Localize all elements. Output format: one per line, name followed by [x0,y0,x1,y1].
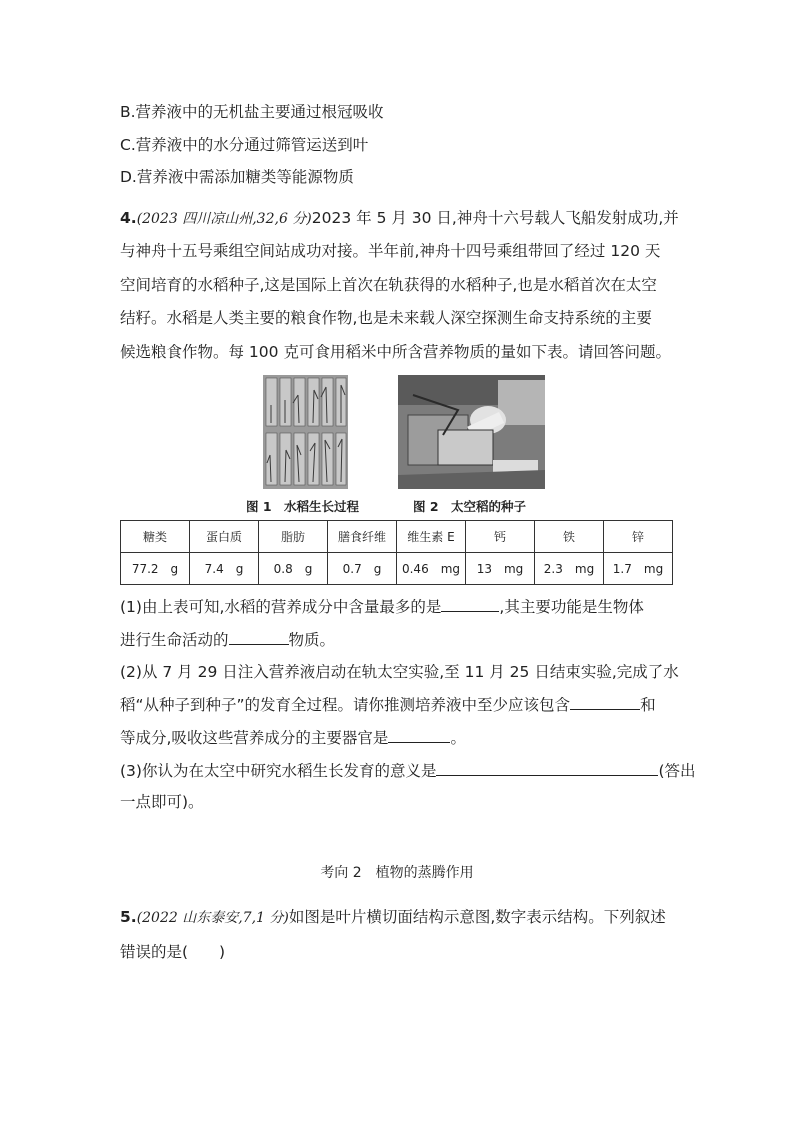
q4-text-line: 与神舟十五号乘组空间站成功对接。半年前,神舟十四号乘组带回了经过 120 天 [120,242,661,260]
table-header-cell: 锌 [604,521,673,553]
q4-sub2-text: 。 [450,729,466,747]
table-header-cell: 脂肪 [259,521,328,553]
q4-sub1-line2 [120,629,335,650]
q5-text: 如图是叶片横切面结构示意图,数字表示结构。下列叙述 [288,908,666,926]
q4-text-line: 结籽。水稻是人类主要的粮食作物,也是未来载人深空探测生命支持系统的主要 [120,309,652,327]
table-header-cell: 维生素 E [397,521,466,553]
q4-sub2-text: 稻“从种子到种子”的发育全过程。请你推测培养液中至少应该包含 [120,696,571,714]
table-header-cell: 钙 [466,521,535,553]
q5-number: 5. [120,908,137,926]
q4-text-line: 候选粮食作物。每 100 克可食用稻米中所含营养物质的量如下表。请回答问题。 [120,343,671,361]
q4-number: 4. [120,209,137,227]
rice-growth-image [263,375,348,489]
option-b: B.营养液中的无机盐主要通过根冠吸收 [120,103,384,121]
answer-blank[interactable] [436,760,658,776]
q4-sub3-text: (答出 [658,762,696,780]
section-title: 考向 2 植物的蒸腾作用 [320,865,474,881]
table-cell: 13 mg [466,553,535,585]
q5-second-line: 错误的是( ) [120,943,226,961]
figure-space-rice-seed-photo [398,375,545,489]
nutrition-table [120,520,673,585]
table-header-row [121,521,673,553]
q4-text-line: 2023 年 5 月 30 日,神舟十六号载人飞船发射成功,并 [311,209,679,227]
q4-sub2-line3 [120,727,466,748]
q4-source: (2023 四川凉山州,32,6 分) [136,211,312,227]
answer-blank[interactable] [570,694,640,710]
q4-text-line: 空间培育的水稻种子,这是国际上首次在轨获得的水稻种子,也是水稻首次在太空 [120,276,657,294]
table-row [121,553,673,585]
space-rice-seed-image [398,375,545,489]
table-header-cell: 糖类 [121,521,190,553]
q4-sub1-text: 物质。 [288,631,336,649]
table-cell: 0.46 mg [397,553,466,585]
q4-sub3-line1 [120,760,696,781]
table-header-cell: 蛋白质 [190,521,259,553]
table-cell: 0.7 g [328,553,397,585]
q5-first-line [120,907,666,928]
q4-sub3-line2: 一点即可)。 [120,793,204,811]
answer-blank[interactable] [229,629,289,645]
q4-sub2-line1: (2)从 7 月 29 日注入营养液启动在轨太空实验,至 11 月 25 日结束实验,完成了水 [120,663,679,681]
option-c: C.营养液中的水分通过筛管运送到叶 [120,136,369,154]
table-header-cell: 膳食纤维 [328,521,397,553]
table-cell: 77.2 g [121,553,190,585]
option-d: D.营养液中需添加糖类等能源物质 [120,168,354,186]
q4-first-line [120,208,679,229]
q4-sub1-text: ,其主要功能是生物体 [499,598,644,616]
q5-source: (2022 山东泰安,7,1 分) [136,910,289,926]
q4-sub1-line1 [120,596,644,617]
table-cell: 7.4 g [190,553,259,585]
q4-sub1-text: (1)由上表可知,水稻的营养成分中含量最多的是 [120,598,442,616]
q4-sub2-text: 等成分,吸收这些营养成分的主要器官是 [120,729,389,747]
answer-blank[interactable] [388,727,450,743]
q4-sub2-text: 和 [640,696,656,714]
table-cell: 1.7 mg [604,553,673,585]
answer-blank[interactable] [441,596,499,612]
q4-sub1-text: 进行生命活动的 [120,631,229,649]
table-header-cell: 铁 [535,521,604,553]
q4-sub2-line2 [120,694,656,715]
figure-1-caption: 图 1 水稻生长过程 [246,499,360,514]
figure-2-caption: 图 2 太空稻的种子 [413,499,527,514]
q4-sub3-text: (3)你认为在太空中研究水稻生长发育的意义是 [120,762,437,780]
table-cell: 0.8 g [259,553,328,585]
figure-rice-growth-photo [263,375,348,489]
table-cell: 2.3 mg [535,553,604,585]
